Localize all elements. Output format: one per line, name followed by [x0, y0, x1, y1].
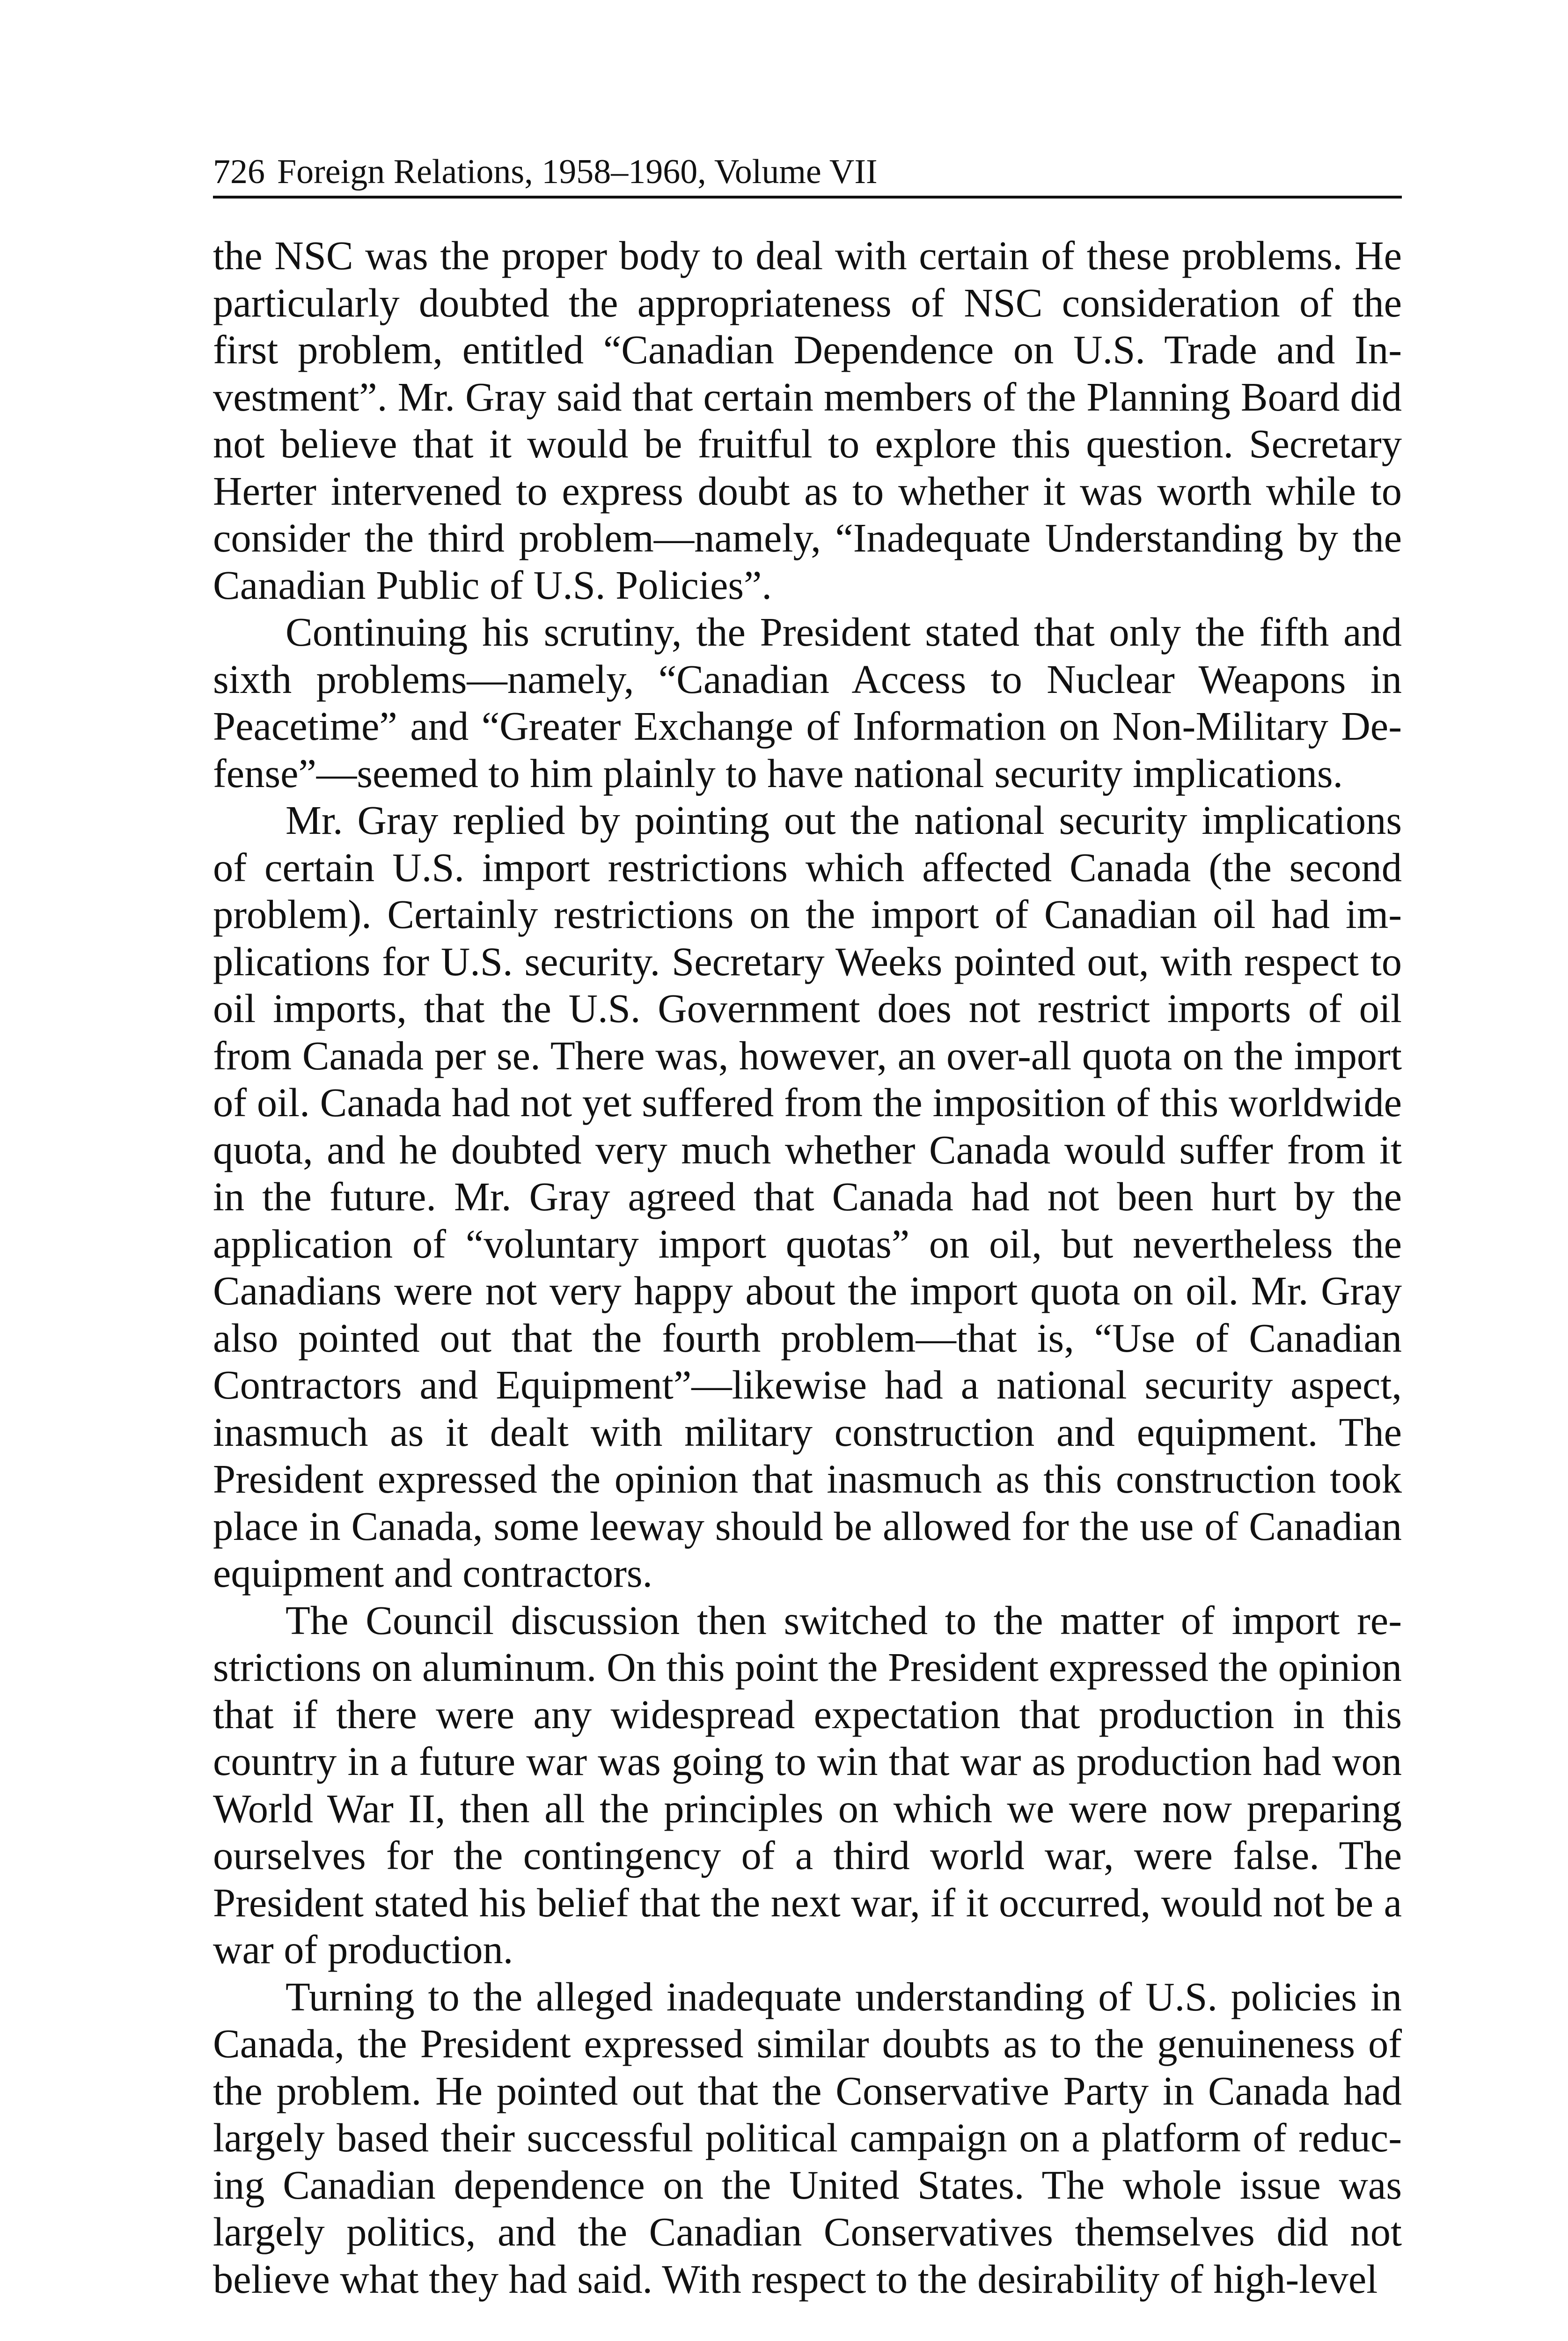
running-head	[213, 155, 1402, 199]
body-text	[213, 232, 1402, 2303]
running-title: Foreign Relations, 1958–1960, Volume VII	[277, 153, 878, 191]
paragraph-3: Mr. Gray replied by pointing out the national security implications of certain U.S. import restrictions which affected Canada (the second problem). Certainly restrictions on the import of Canadian oil had implications for U.S. security. Secretary Weeks pointed out, with respect to oil imports, that the U.S. Government does not restrict imports of oil from Canada per se. There was, however, an over-all quota on the import of oil. Canada had not yet suffered from the imposition of this worldwide quota, and he doubted very much whether Canada would suffer from it in the future. Mr. Gray agreed that Canada had not been hurt by the application of “voluntary import quotas” on oil, but nevertheless the Canadians were not very happy about the import quota on oil. Mr. Gray also pointed out that the fourth problem—that is, “Use of Canadian Contractors and Equipment”—likewise had a national security aspect, inasmuch as it dealt with military construction and equipment. The President expressed the opinion that inasmuch as this construction took place in Canada, some leeway should be allowed for the use of Canadian equipment and contractors.	[213, 798, 1402, 1596]
paragraph-2: Continuing his scrutiny, the President stated that only the fifth and sixth problems—namely, “Canadian Access to Nuclear Weapons in Peacetime” and “Greater Exchange of Information on Non-Military Defense”—seemed to him plainly to have national security implications.	[213, 610, 1402, 796]
paragraph-5: Turning to the alleged inadequate understanding of U.S. policies in Canada, the President expressed similar doubts as to the genuineness of the problem. He pointed out that the Conservative Party in Canada had largely based their successful political campaign on a platform of reducing Canadian dependence on the United States. The whole issue was largely politics, and the Canadian Conservatives themselves did not believe what they had said. With respect to the desirability of high-level	[213, 1974, 1402, 2302]
document-page	[213, 155, 1402, 2303]
paragraph-4: The Council discussion then switched to the matter of import restrictions on aluminum. On this point the President expressed the opinion that if there were any widespread expectation that production in this country in a future war was going to win that war as production had won World War II, then all the principles on which we were now preparing ourselves for the contingency of a third world war, were false. The President stated his belief that the next war, if it occurred, would not be a war of production.	[213, 1597, 1402, 1972]
page-number: 726	[213, 153, 265, 191]
paragraph-1: the NSC was the proper body to deal with certain of these problems. He particularly doubted the appropriateness of NSC consideration of the first problem, entitled “Canadian Dependence on U.S. Trade and Investment”. Mr. Gray said that certain members of the Planning Board did not believe that it would be fruitful to explore this question. Secretary Herter intervened to express doubt as to whether it was worth while to consider the third problem—namely, “Inadequate Understanding by the Canadian Public of U.S. Policies”.	[213, 233, 1402, 608]
